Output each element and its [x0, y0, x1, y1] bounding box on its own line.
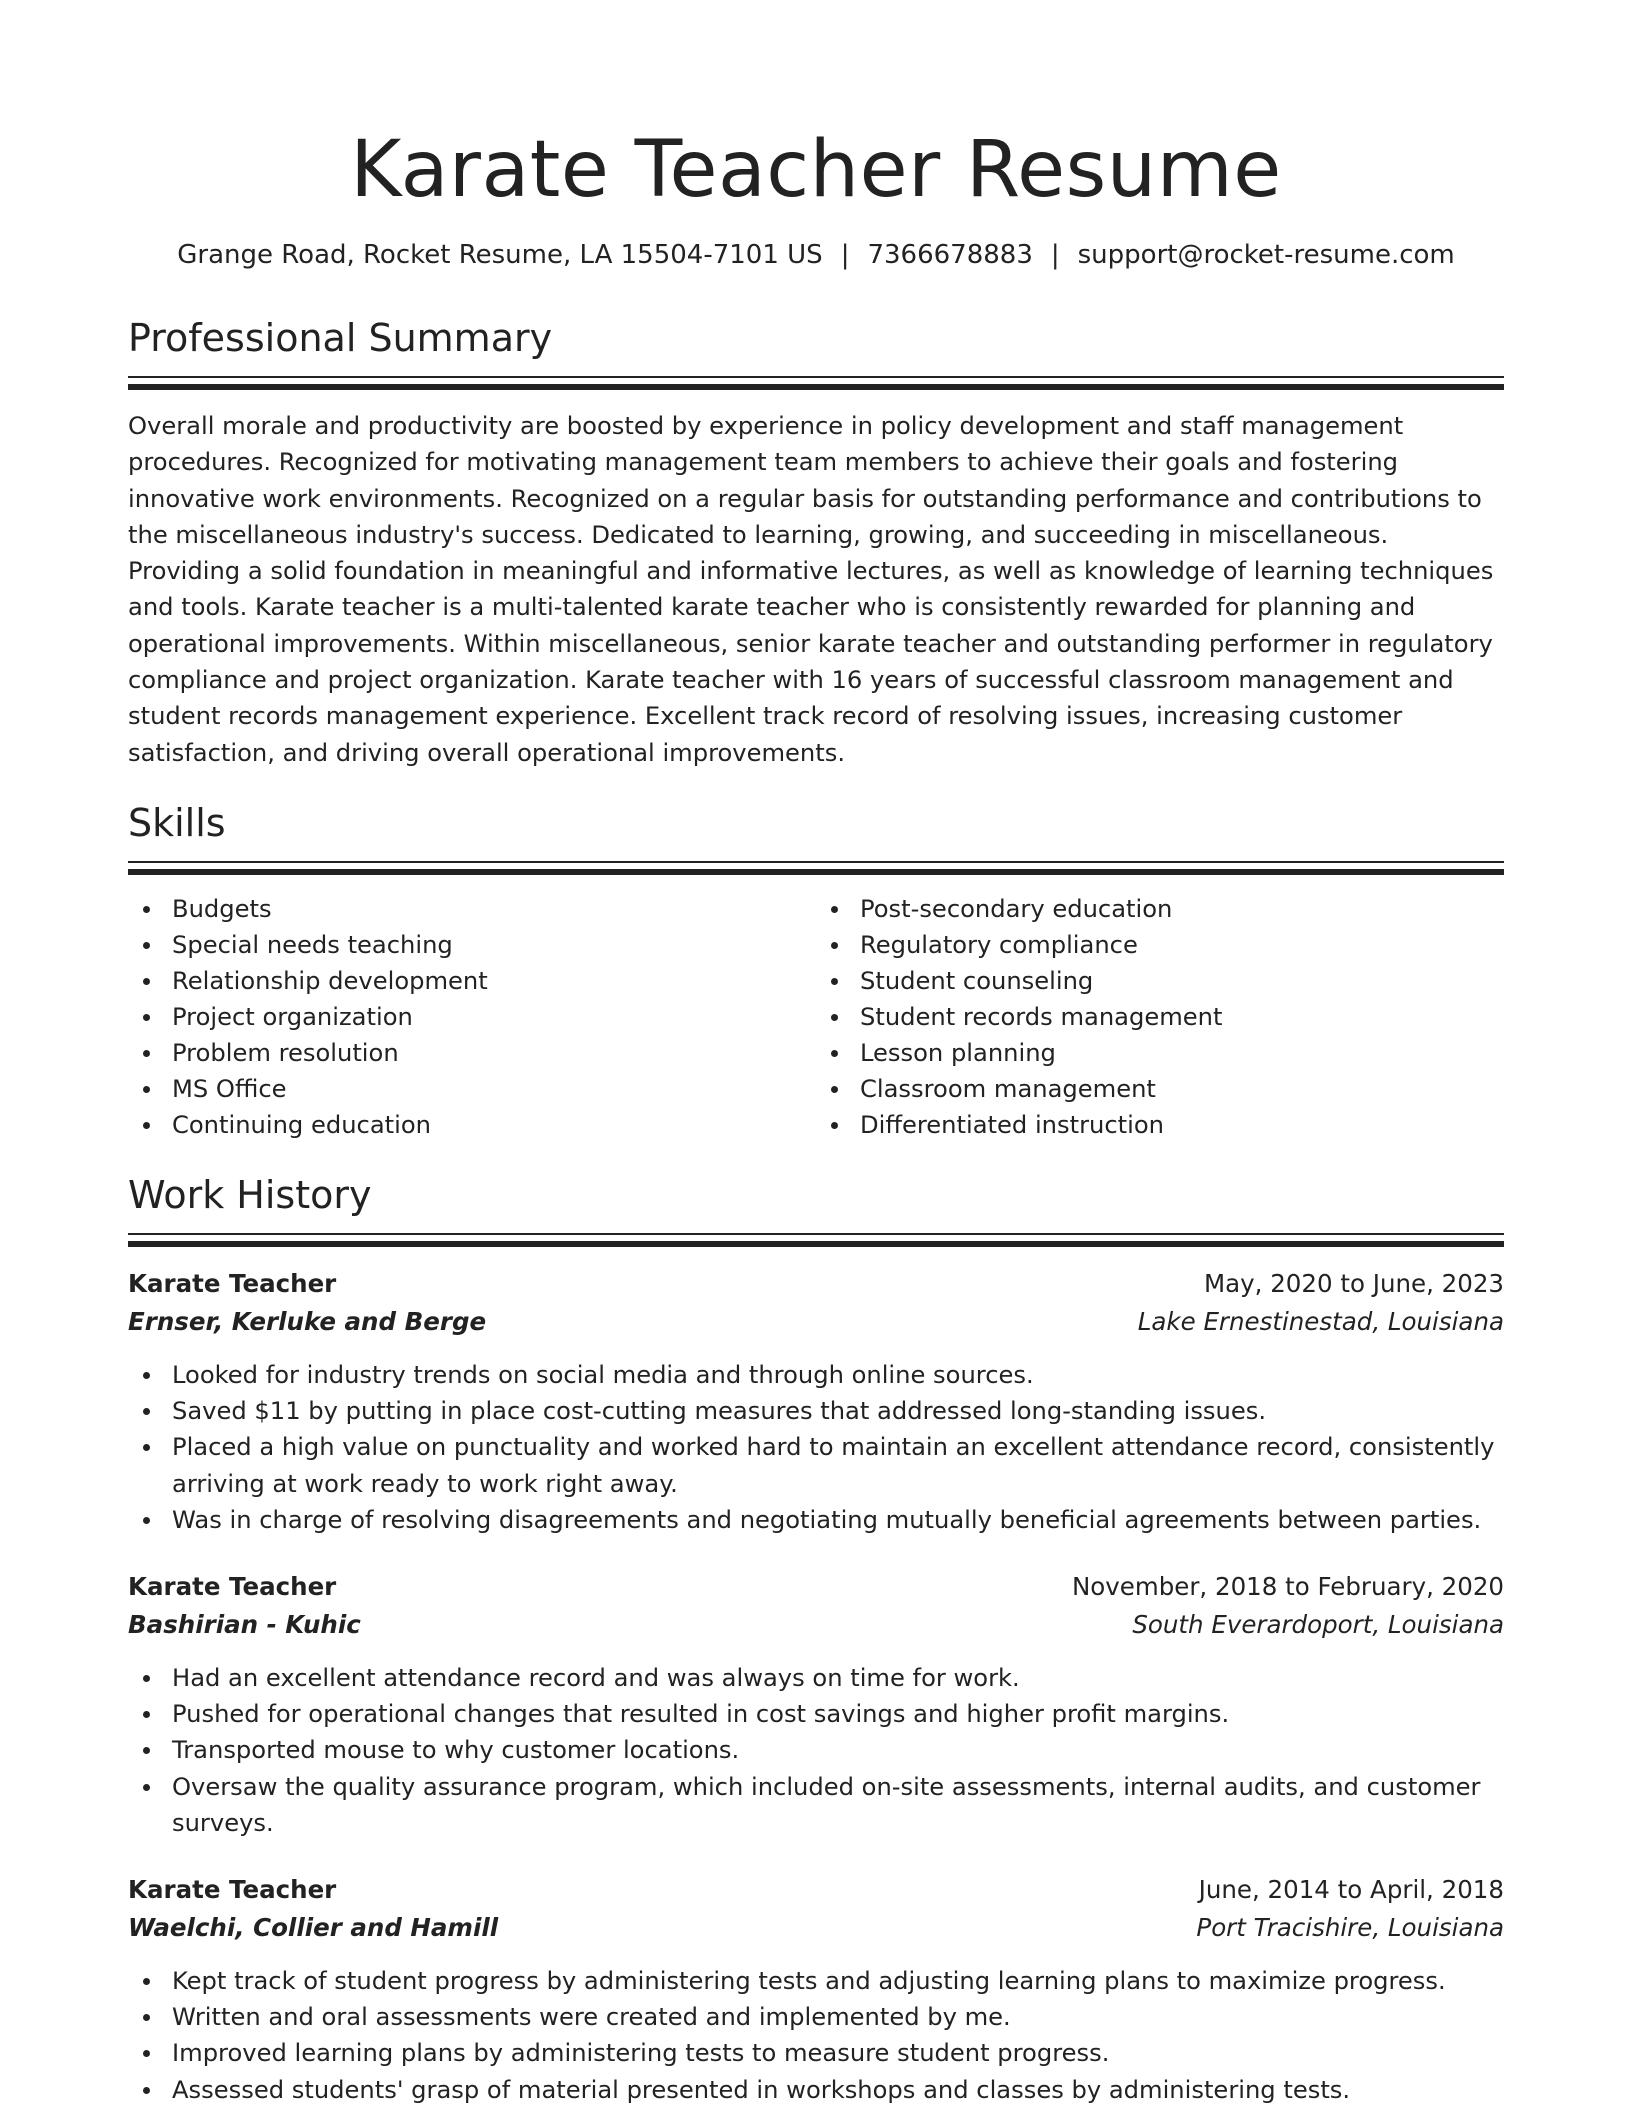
job-title: Karate Teacher	[128, 1875, 337, 1904]
section-heading: Skills	[128, 800, 226, 845]
professional-summary-section	[128, 314, 1504, 771]
skill-item: Student records management	[816, 999, 1504, 1035]
job-entry	[128, 1265, 1504, 1538]
job-dates: June, 2014 to April, 2018	[1198, 1875, 1504, 1904]
job-company-row	[128, 1909, 1504, 1947]
job-header-row	[128, 1871, 1504, 1909]
job-header-row	[128, 1568, 1504, 1606]
job-entry	[128, 1871, 1504, 2108]
skill-item: Relationship development	[128, 963, 816, 999]
skills-left-list	[128, 891, 816, 1143]
job-dates: November, 2018 to February, 2020	[1071, 1571, 1504, 1601]
job-bullet: Had an excellent attendance record and was always on time for work.	[128, 1660, 1504, 1696]
job-title: Karate Teacher	[128, 1571, 337, 1601]
contact-line	[128, 238, 1504, 272]
section-divider	[128, 861, 1504, 875]
job-company: Ernser, Kerluke and Berge	[128, 1306, 487, 1336]
job-bullets	[128, 1660, 1504, 1841]
job-company-row	[128, 1303, 1504, 1341]
skills-right-list	[816, 891, 1504, 1143]
skill-item: Continuing education	[128, 1107, 816, 1143]
section-divider	[128, 376, 1504, 390]
skills-columns	[128, 891, 1504, 1143]
section-heading: Work History	[128, 1172, 372, 1217]
skill-item: Differentiated instruction	[816, 1107, 1504, 1143]
skill-item: Regulatory compliance	[816, 927, 1504, 963]
job-bullet: Assessed students' grasp of material presented in workshops and classes by administering tests.	[128, 2072, 1504, 2108]
job-company: Waelchi, Collier and Hamill	[128, 1913, 499, 1942]
skill-item: MS Office	[128, 1071, 816, 1107]
contact-separator: |	[840, 240, 850, 270]
job-bullet: Kept track of student progress by administering tests and adjusting learning plans to maximize progress.	[128, 1963, 1504, 1999]
section-divider	[128, 1233, 1504, 1247]
skill-item: Project organization	[128, 999, 816, 1035]
contact-separator: |	[1050, 240, 1060, 270]
job-location: South Everardoport, Louisiana	[1132, 1609, 1504, 1639]
skill-item: Budgets	[128, 891, 816, 927]
skill-item: Lesson planning	[816, 1035, 1504, 1071]
job-bullet: Pushed for operational changes that resulted in cost savings and higher profit margins.	[128, 1696, 1504, 1732]
job-company-row	[128, 1606, 1504, 1644]
job-title: Karate Teacher	[128, 1268, 337, 1298]
job-dates: May, 2020 to June, 2023	[1203, 1268, 1504, 1298]
skill-item: Student counseling	[816, 963, 1504, 999]
job-bullets	[128, 1357, 1504, 1538]
skill-item: Problem resolution	[128, 1035, 816, 1071]
job-location: Port Tracishire, Louisiana	[1196, 1913, 1504, 1942]
contact-email: support@rocket-resume.com	[1077, 240, 1455, 270]
resume-content	[128, 0, 1504, 2108]
section-heading: Professional Summary	[128, 316, 553, 360]
skill-item: Special needs teaching	[128, 927, 816, 963]
job-company: Bashirian - Kuhic	[128, 1609, 361, 1639]
skill-item: Classroom management	[816, 1071, 1504, 1107]
summary-text: Overall morale and productivity are boosted by experience in policy development and staff management procedures. Recognized for motivating management team members to achieve their goals and fostering innovative work environments. Recognized on a regular basis for outstanding performance and contributions to the miscellaneous industry's success. Dedicated to learning, growing, and succeeding in miscellaneous. Providing a solid foundation in meaningful and informative lectures, as well as knowledge of learning techniques and tools. Karate teacher is a multi-talented karate teacher who is consistently rewarded for planning and operational improvements. Within miscellaneous, senior karate teacher and outstanding performer in regulatory compliance and project organization. Karate teacher with 16 years of successful classroom management and student records management experience. Excellent track record of resolving issues, increasing customer satisfaction, and driving overall operational improvements.	[128, 412, 1494, 767]
resume-title: Karate Teacher Resume	[350, 125, 1282, 215]
job-location: Lake Ernestinestad, Louisiana	[1137, 1306, 1504, 1336]
contact-address: Grange Road, Rocket Resume, LA 15504-7101 US	[177, 240, 823, 270]
contact-phone: 7366678883	[867, 240, 1033, 270]
job-bullet: Placed a high value on punctuality and worked hard to maintain an excellent attendance record, consistently arriving at work ready to work right away.	[128, 1429, 1504, 1501]
skill-item: Post-secondary education	[816, 891, 1504, 927]
skills-section	[128, 799, 1504, 1143]
job-bullet: Written and oral assessments were created and implemented by me.	[128, 1999, 1504, 2035]
job-header-row	[128, 1265, 1504, 1303]
job-bullet: Was in charge of resolving disagreements and negotiating mutually beneficial agreements between parties.	[128, 1502, 1504, 1538]
job-entry	[128, 1568, 1504, 1841]
job-bullets	[128, 1963, 1504, 2108]
job-bullet: Improved learning plans by administering tests to measure student progress.	[128, 2035, 1504, 2071]
job-bullet: Transported mouse to why customer locations.	[128, 1732, 1504, 1768]
job-bullet: Saved $11 by putting in place cost-cutting measures that addressed long-standing issues.	[128, 1393, 1504, 1429]
work-history-section	[128, 1171, 1504, 2108]
job-bullet: Looked for industry trends on social media and through online sources.	[128, 1357, 1504, 1393]
job-bullet: Oversaw the quality assurance program, which included on-site assessments, internal audits, and customer surveys.	[128, 1769, 1504, 1841]
